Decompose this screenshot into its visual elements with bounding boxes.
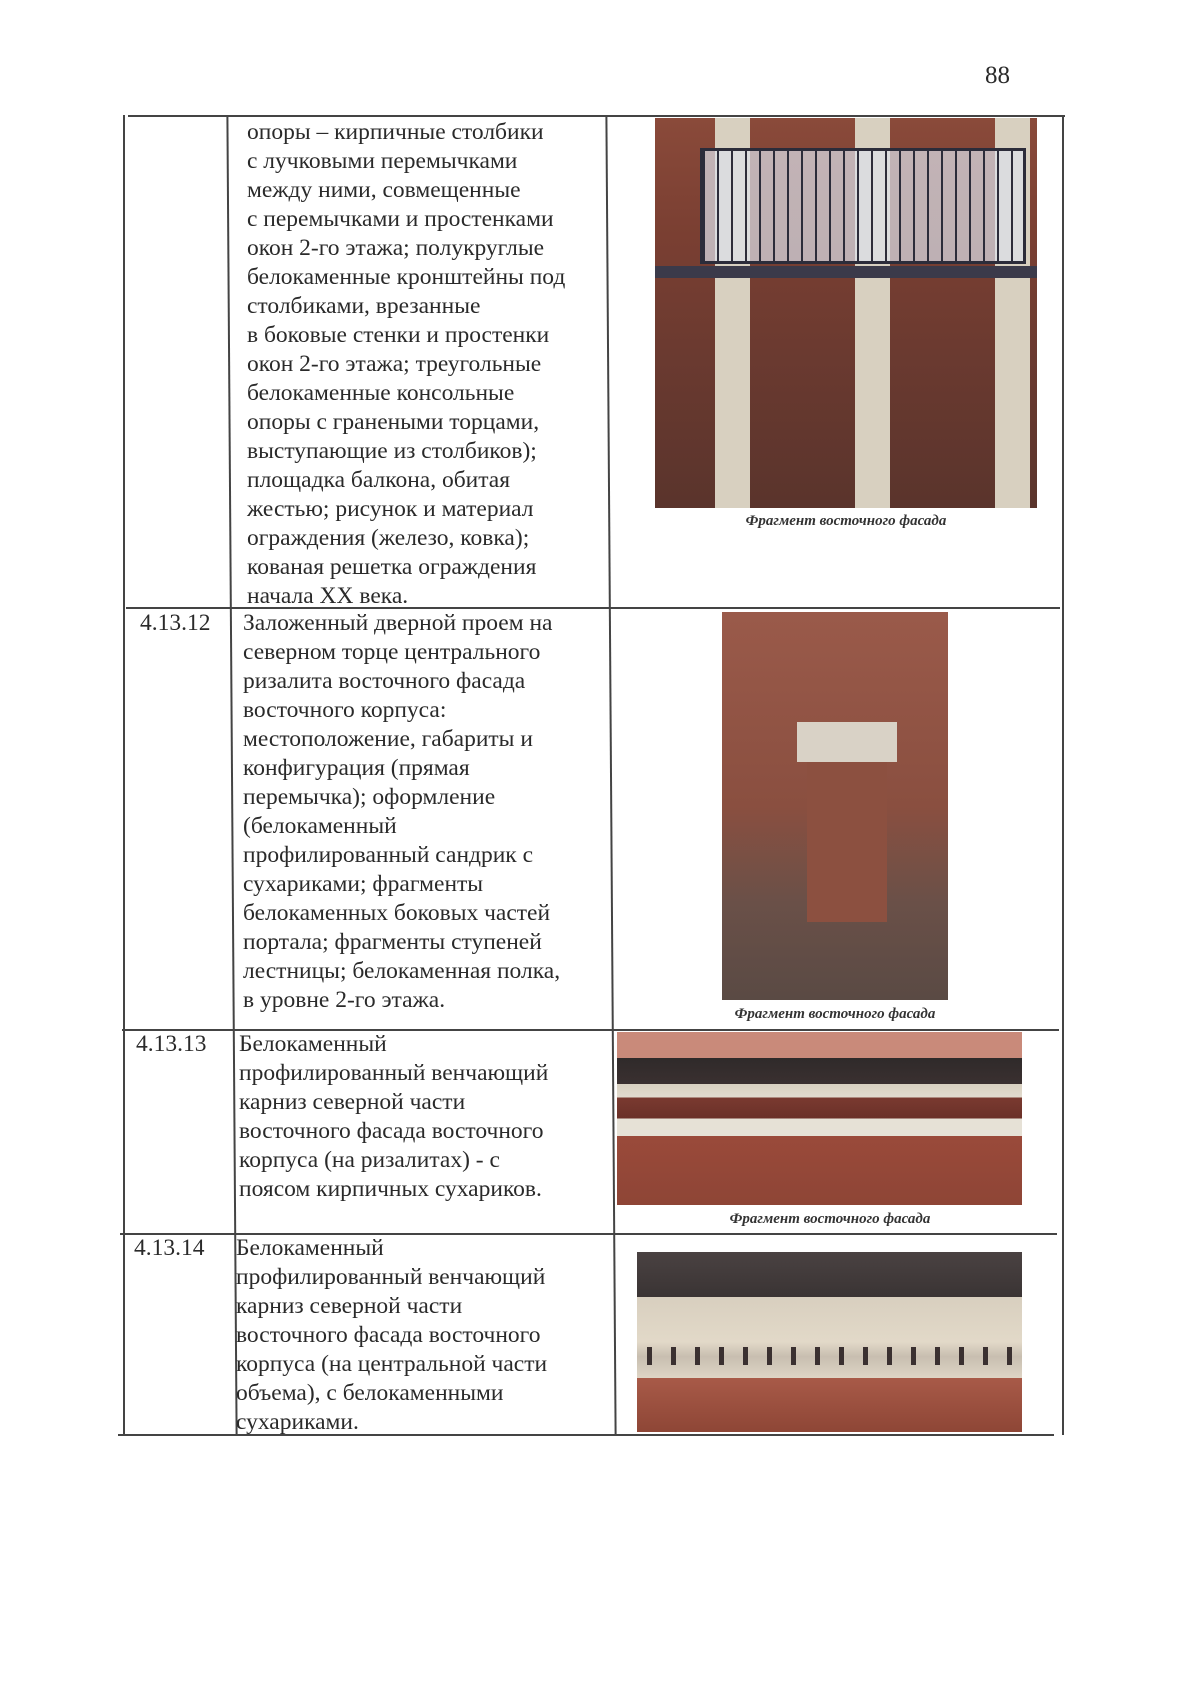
row-number: 4.13.13 — [136, 1031, 207, 1057]
row-number: 4.13.12 — [140, 610, 211, 636]
cornice-photo — [617, 1032, 1022, 1205]
bricked-doorway-photo — [722, 612, 948, 1000]
table-border-top — [128, 115, 1065, 117]
dentil-band — [647, 1347, 1012, 1365]
photo-caption: Фрагмент восточного фасада — [729, 1211, 931, 1227]
bricked-door — [807, 762, 887, 922]
row-description: Белокаменный профилированный венчающий карниз северной части восточного фасада восточного корпуса (на центральной части объема), с белокаменными сухариками. — [236, 1235, 548, 1435]
page-number: 88 — [985, 62, 1010, 89]
table-border-left — [123, 115, 125, 1435]
balcony-railing — [700, 148, 1026, 264]
photo-caption: Фрагмент восточного фасада — [745, 513, 947, 529]
cornice-dentils-photo — [637, 1252, 1022, 1432]
table-border-right — [1062, 115, 1064, 1435]
column-divider — [605, 115, 616, 1435]
balcony-photo — [655, 118, 1037, 508]
row-description: Заложенный дверной проем на северном торце центрального ризалита восточного фасада восточного корпуса: местоположение, габариты и конфигурация (прямая перемычка); оформление (белокаменный профилированный сандрик с сухариками; фрагменты белокаменных боковых частей портала; фрагменты ступеней лестницы; белокаменная полка, в уровне 2-го этажа. — [243, 610, 561, 1013]
sandrik — [797, 722, 897, 762]
row-description: опоры – кирпичные столбики с лучковыми перемычками между ними, совмещенные с перемычками и простенками окон 2-го этажа; полукруглые белокаменные кронштейны под столбиками, врезанные в боковые стенки и простенки окон 2-го этажа; треугольные белокаменные консольные опоры с гранеными торцами, выступающие из столбиков); площадка балкона, обитая жестью; рисунок и материал ограждения (железо, ковка); кованая решетка ограждения начала XX века. — [247, 119, 566, 609]
row-number: 4.13.14 — [134, 1235, 205, 1261]
photo-caption: Фрагмент восточного фасада — [734, 1006, 936, 1022]
row-description: Белокаменный профилированный венчающий карниз северной части восточного фасада восточного корпуса (на ризалитах) - с поясом кирпичных сухариков. — [239, 1031, 549, 1202]
